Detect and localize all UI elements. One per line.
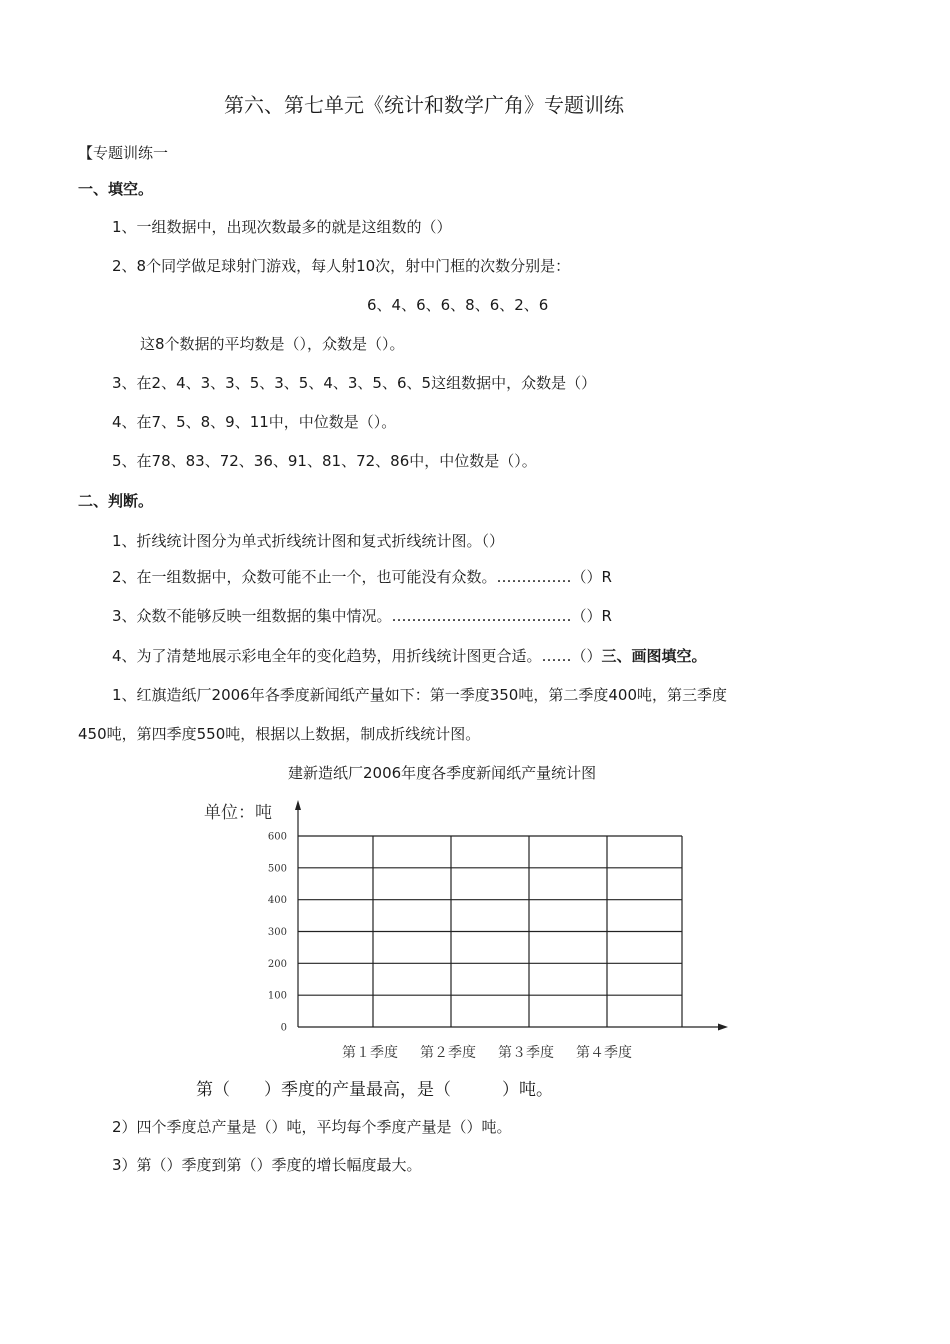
s1-question-4: 4、在7、5、8、9、11中，中位数是（）。 [112, 413, 397, 431]
section-subtitle: 【专题训练一 [78, 144, 169, 162]
y-tick-label: 500 [267, 863, 287, 875]
s1-question-2-ask: 这8个数据的平均数是（），众数是（）。 [140, 335, 405, 353]
s3-question-2: 2）四个季度总产量是（）吨，平均每个季度产量是（）吨。 [112, 1118, 512, 1136]
s2-question-4-line [112, 649, 707, 664]
s1-question-5: 5、在78、83、72、36、91、81、72、86中，中位数是（）。 [112, 452, 537, 470]
y-tick-label: 600 [267, 831, 287, 843]
y-tick-label: 200 [267, 958, 287, 970]
chart [0, 790, 950, 1090]
y-axis-arrow [295, 800, 301, 810]
x-tick-label: 第４季度 [576, 1045, 632, 1061]
y-tick-label: 0 [280, 1022, 287, 1034]
s3-question-3: 3）第（）季度到第（）季度的增长幅度最大。 [112, 1156, 422, 1174]
section2-heading: 二、判断。 [78, 492, 154, 510]
y-axis-unit-label: 单位：吨 [204, 803, 272, 823]
s1-question-2: 2、8个同学做足球射门游戏，每人射10次，射中门框的次数分别是： [112, 257, 571, 275]
s3-question-1-line2: 450吨，第四季度550吨，根据以上数据，制成折线统计图。 [78, 725, 481, 743]
s1-question-1: 1、一组数据中，出现次数最多的就是这组数的（） [112, 218, 452, 236]
x-tick-label: 第２季度 [420, 1045, 476, 1061]
page-title: 第六、第七单元《统计和数学广角》专题训练 [224, 93, 624, 117]
section3-heading: 三、画图填空。 [601, 647, 707, 665]
s1-question-3: 3、在2、4、3、3、5、3、5、4、3、5、6、5这组数据中，众数是（） [112, 374, 597, 392]
s3-question-1-line1: 1、红旗造纸厂2006年各季度新闻纸产量如下：第一季度350吨，第二季度400吨，第三季度 [112, 686, 727, 704]
section1-heading: 一、填空。 [78, 180, 154, 198]
y-tick-label: 400 [267, 895, 287, 907]
y-tick-label: 300 [267, 927, 287, 938]
x-tick-label: 第１季度 [342, 1045, 398, 1061]
s1-question-2-data: 6、4、6、6、8、6、2、6 [367, 296, 549, 314]
y-tick-label: 100 [267, 990, 287, 1002]
s2-question-3: 3、众数不能够反映一组数据的集中情况。………………………………（）R [112, 607, 612, 625]
x-axis-arrow [718, 1024, 728, 1031]
s3-blank-1: 第（ ）季度的产量最高，是（ ）吨。 [196, 1080, 553, 1100]
chart-title: 建新造纸厂2006年度各季度新闻纸产量统计图 [288, 764, 597, 782]
s2-question-4: 4、为了清楚地展示彩电全年的变化趋势，用折线统计图更合适。……（） [112, 647, 602, 665]
x-tick-label: 第３季度 [498, 1045, 554, 1061]
s2-question-1: 1、折线统计图分为单式折线统计图和复式折线统计图。（） [112, 532, 505, 550]
s2-question-2: 2、在一组数据中，众数可能不止一个，也可能没有众数。……………（）R [112, 568, 612, 586]
